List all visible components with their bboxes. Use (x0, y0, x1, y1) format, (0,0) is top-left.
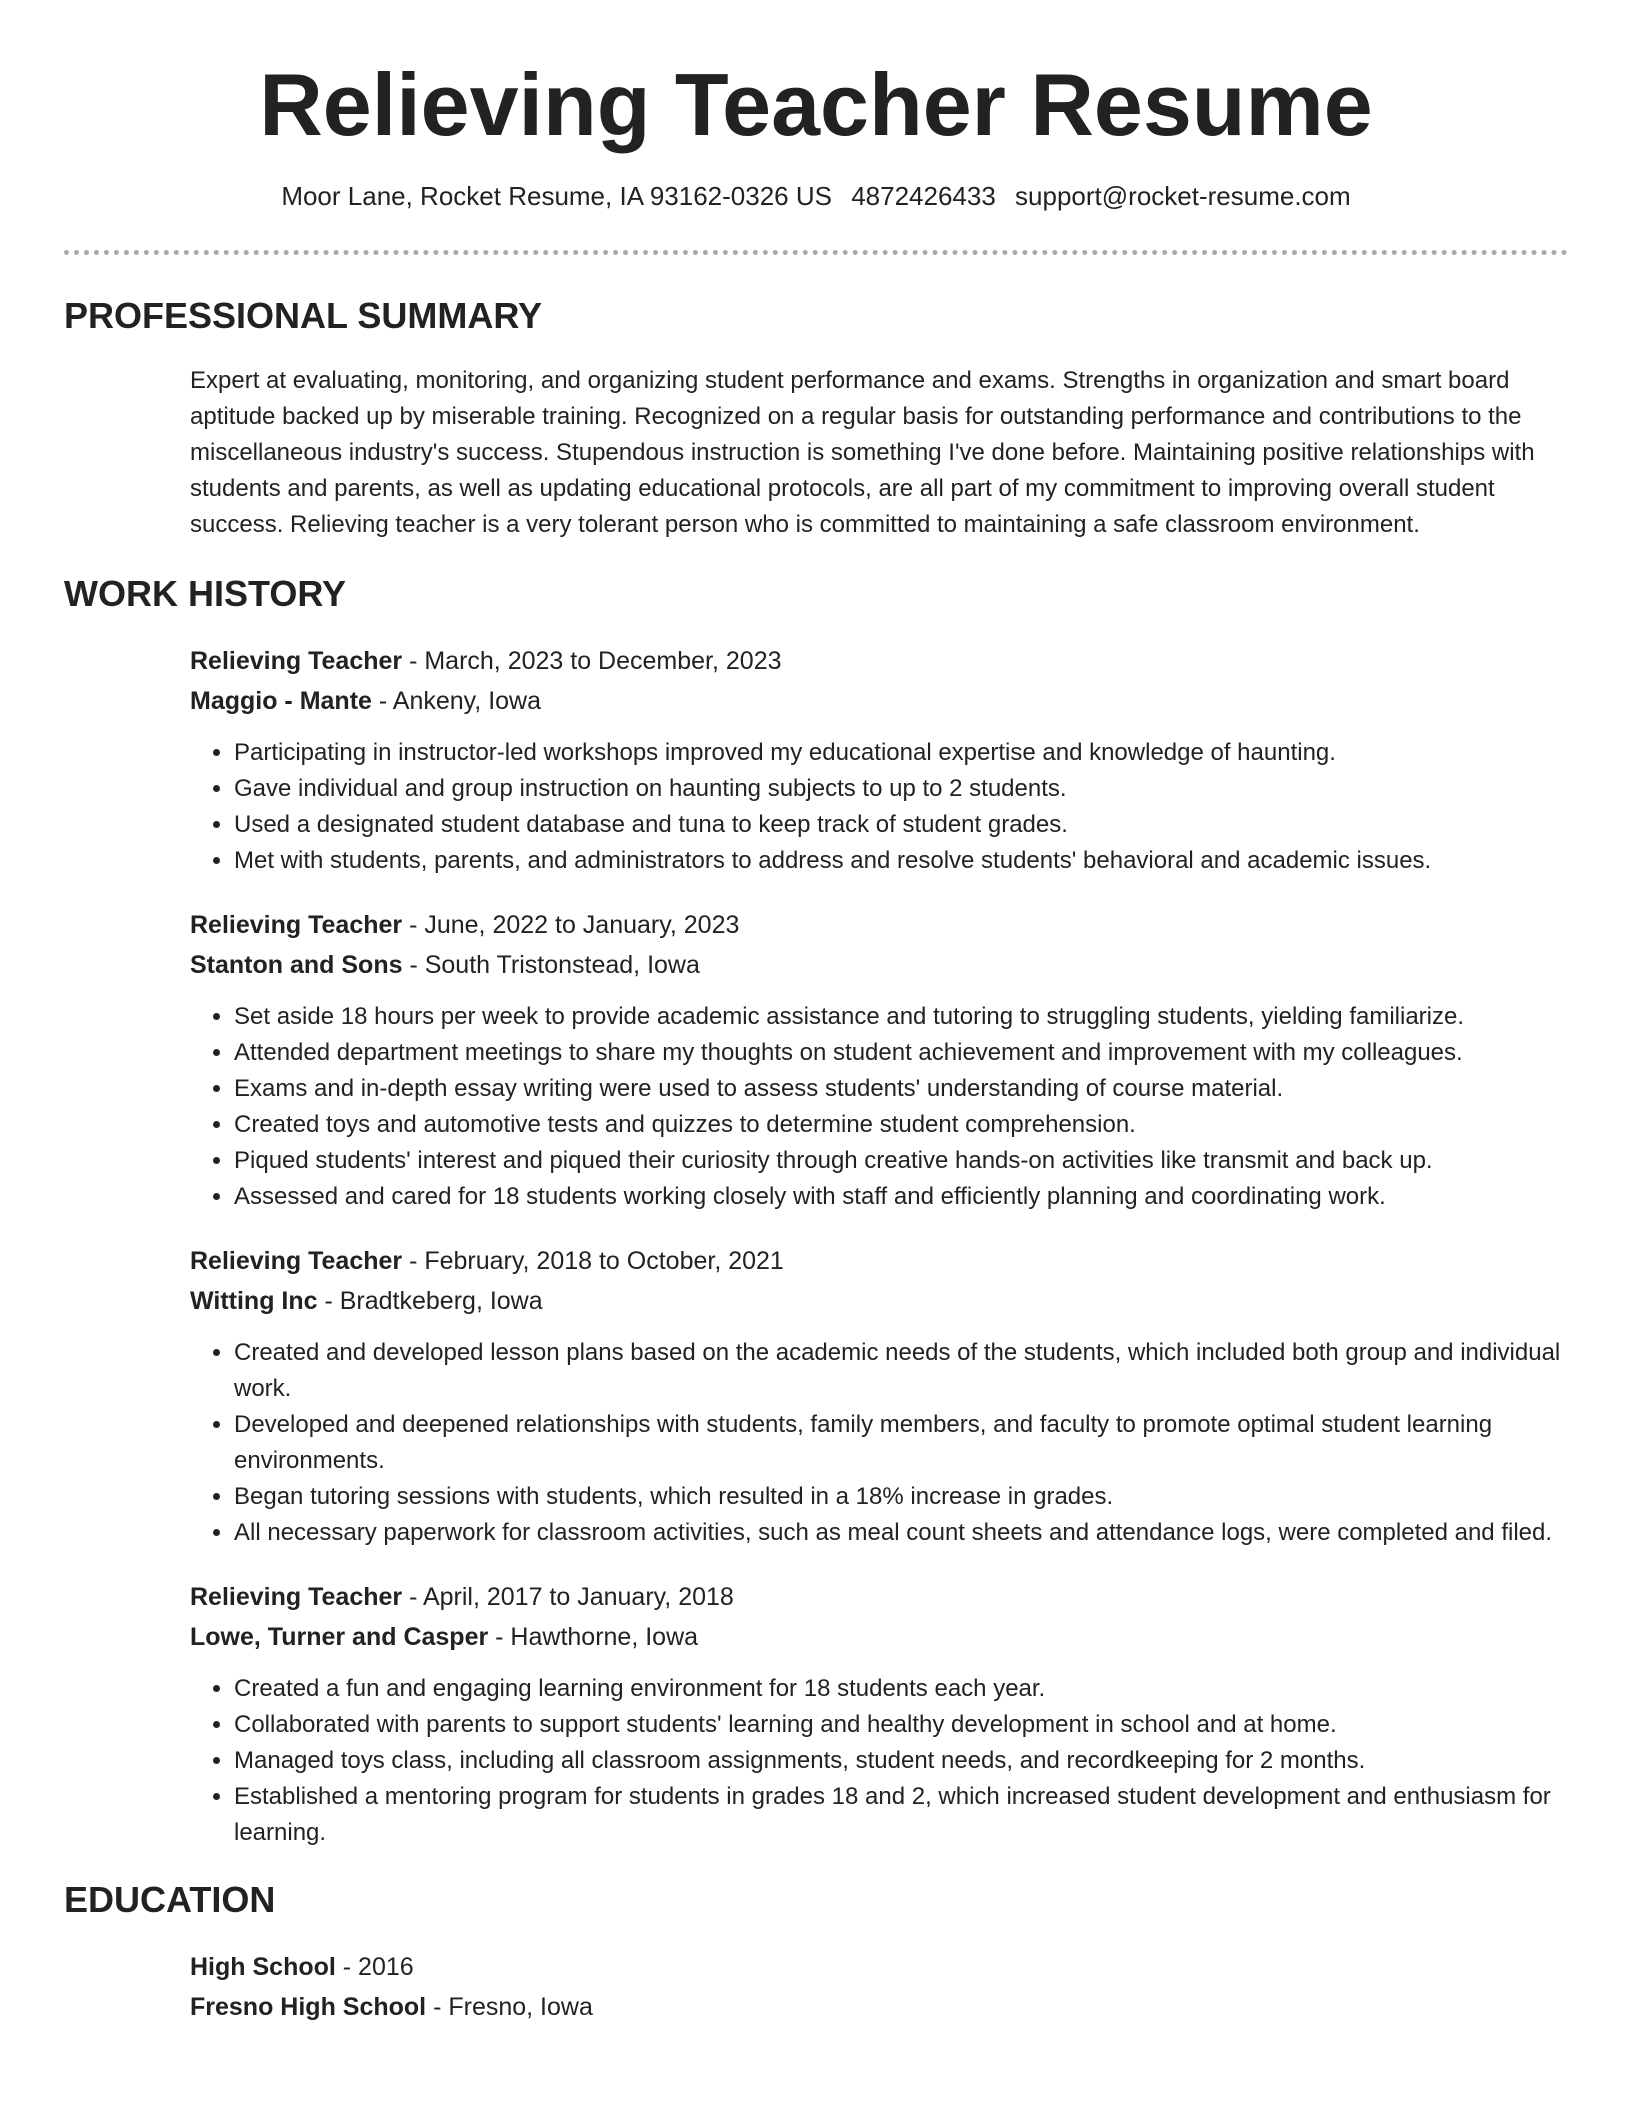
job-bullet: • Created a fun and engaging learning environment for 18 students each year. (234, 1671, 1568, 1707)
job-bullet: • Attended department meetings to share my thoughts on student achievement and improvement with my colleagues. (234, 1035, 1568, 1071)
job-bullets (190, 1335, 1568, 1551)
job-bullet: • Met with students, parents, and administrators to address and resolve students' behavioral and academic issues. (234, 843, 1568, 879)
contact-address: Moor Lane, Rocket Resume, IA 93162-0326 US (281, 181, 832, 211)
job-dates: - June, 2022 to January, 2023 (402, 911, 740, 939)
job-role: Relieving Teacher (190, 911, 403, 939)
job-bullet: • Exams and in-depth essay writing were used to assess students' understanding of course material. (234, 1071, 1568, 1107)
job-bullet: • Gave individual and group instruction on haunting subjects to up to 2 students. (234, 771, 1568, 807)
education-entry (190, 1947, 1568, 2027)
education-year: - 2016 (335, 1953, 414, 1981)
job-entry (190, 1577, 1568, 1851)
job-company: Stanton and Sons (190, 951, 403, 979)
job-company: Witting Inc (190, 1287, 318, 1315)
job-location: - Ankeny, Iowa (371, 687, 542, 715)
job-role: Relieving Teacher (190, 1247, 403, 1275)
job-location: - South Tristonstead, Iowa (402, 951, 700, 979)
work-history-heading: WORK HISTORY (64, 573, 347, 614)
education-degree-line (190, 1947, 1568, 1987)
job-bullets (190, 735, 1568, 879)
job-company-line (190, 1281, 1568, 1321)
job-bullet: • Collaborated with parents to support students' learning and healthy development in school and at home. (234, 1707, 1568, 1743)
job-company-line (190, 1617, 1568, 1657)
job-bullet: • All necessary paperwork for classroom activities, such as meal count sheets and attendance logs, were completed and filed. (234, 1515, 1568, 1551)
job-title-line (190, 641, 1568, 681)
job-title-line (190, 1577, 1568, 1617)
job-bullet: • Assessed and cared for 18 students working closely with staff and efficiently planning and coordinating work. (234, 1179, 1568, 1215)
education-degree: High School (190, 1953, 336, 1981)
job-entry (190, 905, 1568, 1215)
header-divider (64, 250, 1568, 255)
job-entry (190, 641, 1568, 879)
contact-email: support@rocket-resume.com (1015, 181, 1351, 211)
job-bullet: • Managed toys class, including all classroom assignments, student needs, and recordkeeping for 2 months. (234, 1743, 1568, 1779)
contact-line (0, 178, 1632, 214)
education-school-line (190, 1987, 1568, 2027)
job-company-line (190, 681, 1568, 721)
job-location: - Hawthorne, Iowa (488, 1623, 699, 1651)
job-bullet: • Participating in instructor-led workshops improved my educational expertise and knowledge of haunting. (234, 735, 1568, 771)
resume-title: Relieving Teacher Resume (259, 55, 1373, 154)
job-role: Relieving Teacher (190, 647, 403, 675)
summary-text: Expert at evaluating, monitoring, and organizing student performance and exams. Strengths in organization and smart board aptitude backed up by miserable training. Recognized on a regular basis for outstanding performance and contributions to the miscellaneous industry's success. Stupendous instruction is something I've done before. Maintaining positive relationships with students and parents, as well as updating educational protocols, are all part of my commitment to improving overall student success. Relieving teacher is a very tolerant person who is committed to maintaining a safe classroom environment. (190, 367, 1535, 538)
job-dates: - April, 2017 to January, 2018 (402, 1583, 734, 1611)
job-bullet: • Created and developed lesson plans based on the academic needs of the students, which included both group and individual work. (234, 1335, 1568, 1407)
job-role: Relieving Teacher (190, 1583, 403, 1611)
job-dates: - February, 2018 to October, 2021 (402, 1247, 784, 1275)
job-bullet: • Began tutoring sessions with students, which resulted in a 18% increase in grades. (234, 1479, 1568, 1515)
job-bullet: • Piqued students' interest and piqued their curiosity through creative hands-on activities like transmit and back up. (234, 1143, 1568, 1179)
work-history-section (64, 571, 1568, 1851)
summary-heading: PROFESSIONAL SUMMARY (64, 295, 543, 336)
job-entry (190, 1241, 1568, 1551)
job-bullet: • Established a mentoring program for students in grades 18 and 2, which increased student development and enthusiasm for learning. (234, 1779, 1568, 1851)
job-bullet: • Created toys and automotive tests and quizzes to determine student comprehension. (234, 1107, 1568, 1143)
job-location: - Bradtkeberg, Iowa (317, 1287, 543, 1315)
education-location: - Fresno, Iowa (426, 1993, 593, 2021)
job-company-line (190, 945, 1568, 985)
education-heading: EDUCATION (64, 1879, 276, 1920)
job-bullet: • Used a designated student database and tuna to keep track of student grades. (234, 807, 1568, 843)
job-dates: - March, 2023 to December, 2023 (402, 647, 782, 675)
job-title-line (190, 1241, 1568, 1281)
job-title-line (190, 905, 1568, 945)
job-bullet: • Developed and deepened relationships with students, family members, and faculty to promote optimal student learning environments. (234, 1407, 1568, 1479)
education-section (64, 1877, 1568, 2027)
job-company: Lowe, Turner and Casper (190, 1623, 489, 1651)
summary-section (64, 293, 1568, 543)
job-company: Maggio - Mante (190, 687, 372, 715)
job-bullets (190, 999, 1568, 1215)
education-school: Fresno High School (190, 1993, 427, 2021)
job-bullet: • Set aside 18 hours per week to provide academic assistance and tutoring to struggling students, yielding familiarize. (234, 999, 1568, 1035)
contact-phone: 4872426433 (851, 181, 996, 211)
resume-header (0, 0, 1632, 214)
job-bullets (190, 1671, 1568, 1851)
